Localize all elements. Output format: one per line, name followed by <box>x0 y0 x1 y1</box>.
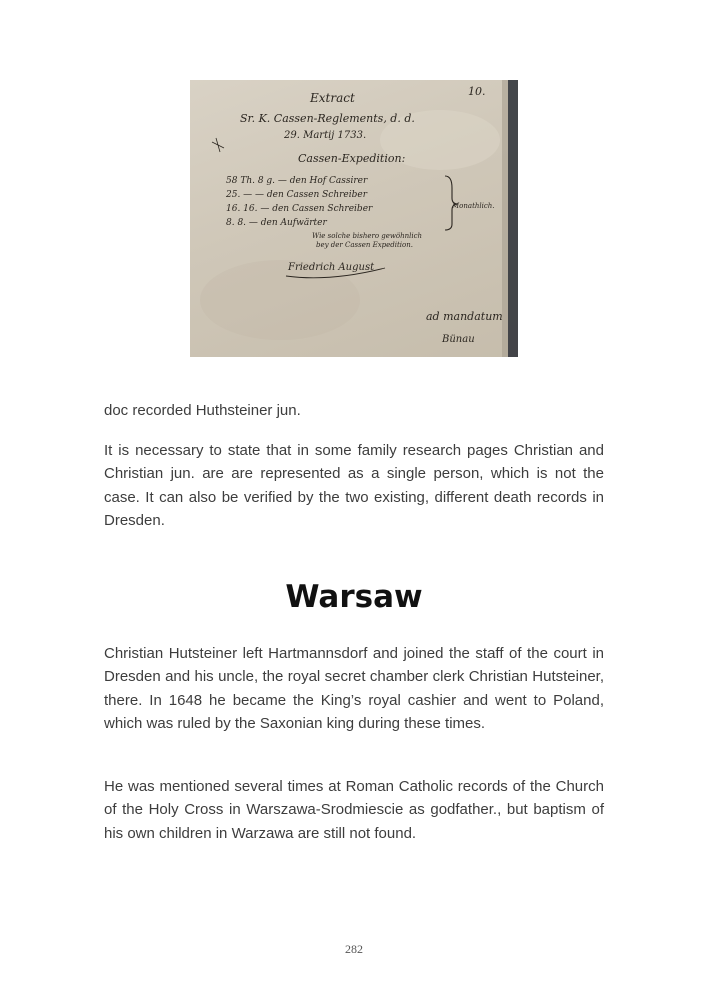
scan-bracket-note: Monathlich. <box>452 202 495 210</box>
scan-closing-1: ad mandatum <box>426 310 503 323</box>
scan-row-2: 25. — — den Cassen Schreiber <box>226 190 368 200</box>
scan-signature: Friedrich August <box>288 262 375 273</box>
scan-section: Cassen-Expedition: <box>298 152 406 165</box>
scan-note-1: Wie solche bishero gewöhnlich <box>312 232 423 240</box>
body-paragraph: Christian Hutsteiner left Hartmannsdorf and joined the staff of the court in Dresden and his uncle, the royal secret chamber clerk Christian Hutsteiner, there. In 1648 he became the King’s royal cashier and went to Poland, which was ruled by the Saxonian king during these times. <box>104 645 604 732</box>
scan-line-2: 29. Martij 1733. <box>284 130 367 141</box>
scan-line-1: Sr. K. Cassen-Reglements, d. d. <box>240 112 415 125</box>
handwritten-record-image <box>190 80 518 357</box>
body-paragraph: He was mentioned several times at Roman Catholic records of the Church of the Holy Cross in Warszawa-Srodmiescie as godfather., but baptism of his own children in Warzawa are still not found. <box>104 778 604 842</box>
scan-row-1: 58 Th. 8 g. — den Hof Cassirer <box>226 176 368 186</box>
scan-row-3: 16. 16. — den Cassen Schreiber <box>226 204 373 214</box>
page-number: 282 <box>345 942 363 956</box>
scan-note-2: bey der Cassen Expedition. <box>316 241 413 249</box>
scan-closing-2: Bünau <box>442 334 475 345</box>
scan-row-4: 8. 8. — den Aufwärter <box>226 218 327 228</box>
section-heading: Warsaw <box>285 579 423 615</box>
body-paragraph: doc recorded Huthsteiner jun. <box>104 402 301 419</box>
scan-title: Extract <box>310 91 355 105</box>
archival-document-scan <box>190 80 518 357</box>
scan-page-mark: 10. <box>468 85 486 98</box>
body-paragraph: It is necessary to state that in some family research pages Christian and Christian jun. are are represented as a single person, which is not the case. It can also be verified by the two existing, different death records in Dresden. <box>104 442 604 529</box>
